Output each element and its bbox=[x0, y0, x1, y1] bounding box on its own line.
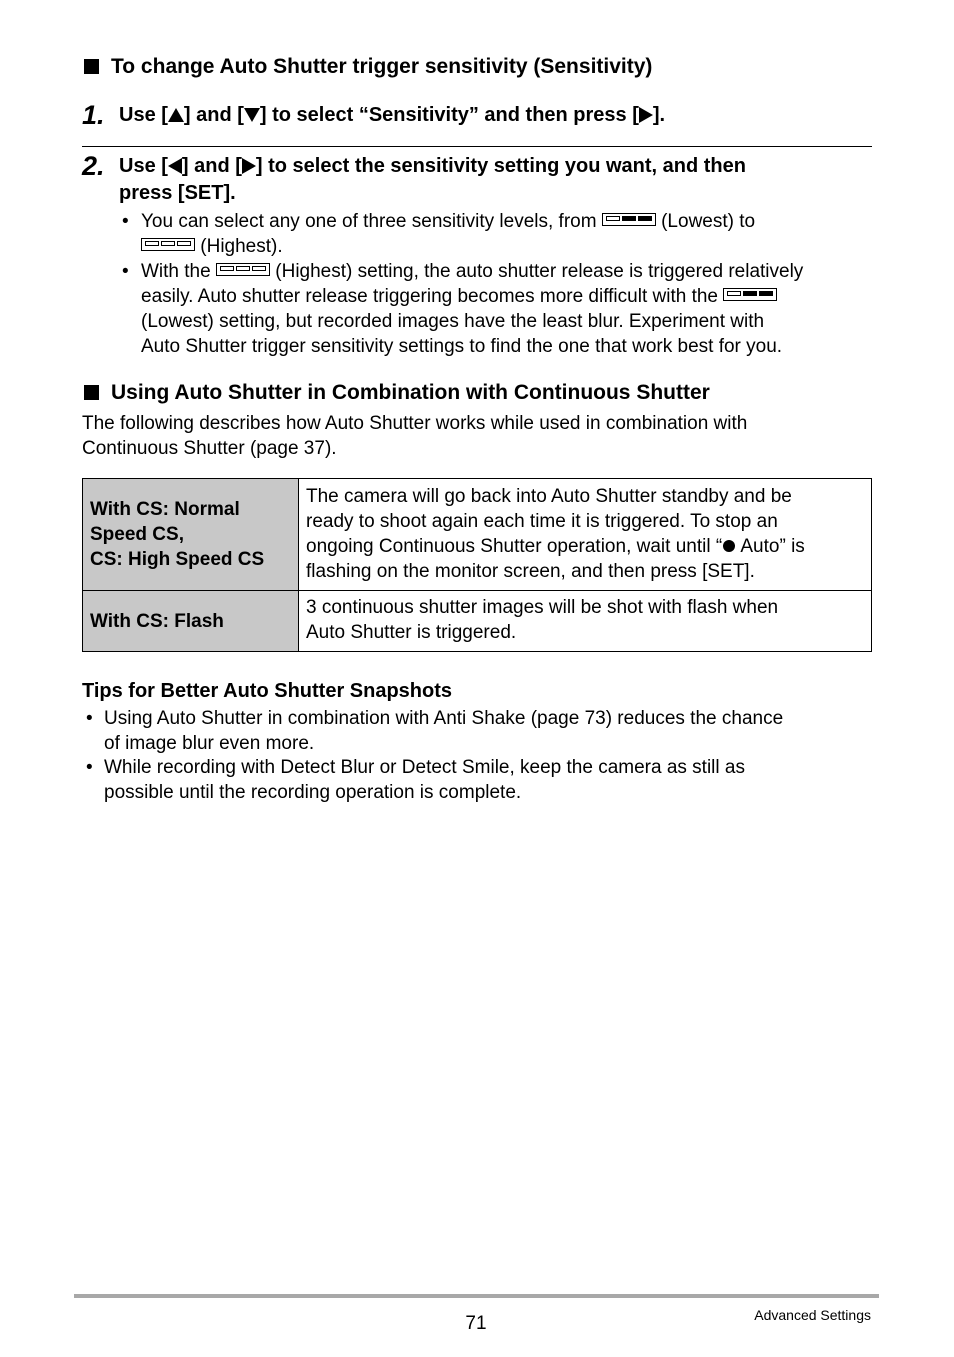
step-1-text bbox=[119, 102, 665, 129]
table-desc-cell bbox=[299, 591, 872, 652]
label-line: Speed CS, bbox=[90, 524, 184, 545]
step-text-part: ] and [ bbox=[183, 104, 244, 126]
table-label-cell: With CS: Flash bbox=[83, 591, 299, 652]
tips-heading: Tips for Better Auto Shutter Snapshots bbox=[82, 680, 453, 702]
black-square-icon bbox=[84, 59, 99, 74]
section-heading-sensitivity bbox=[84, 54, 652, 80]
sensitivity-highest-icon bbox=[216, 263, 270, 276]
bullet-mark: • bbox=[122, 261, 129, 282]
table-row bbox=[83, 479, 872, 591]
table-row bbox=[83, 591, 872, 652]
desc-line: 3 continuous shutter images will be shot with flash when bbox=[306, 597, 779, 618]
desc-text: ongoing Continuous Shutter operation, wait until “ bbox=[306, 535, 723, 557]
tip-2-line2: possible until the recording operation is complete. bbox=[104, 782, 522, 803]
bullet-text: (Highest). bbox=[200, 236, 283, 257]
step-text-part: Use [ bbox=[119, 104, 168, 126]
desc-line: flashing on the monitor screen, and then press [SET]. bbox=[306, 560, 755, 582]
step-number-2: 2. bbox=[82, 151, 105, 181]
label-line: CS: High Speed CS bbox=[90, 549, 265, 570]
bullet-sensitivity-levels bbox=[141, 209, 755, 234]
step-divider bbox=[82, 146, 872, 147]
desc-line: Auto Shutter is triggered. bbox=[306, 622, 517, 643]
tip-2-line1: While recording with Detect Blur or Detect Smile, keep the camera as still as bbox=[104, 757, 745, 778]
step-number-1: 1. bbox=[82, 100, 105, 130]
section-heading-text: Using Auto Shutter in Combination with Continuous Shutter bbox=[111, 381, 710, 404]
sensitivity-highest-icon bbox=[141, 238, 195, 251]
right-triangle-icon bbox=[639, 107, 653, 123]
step-text-part: ] to select the sensitivity setting you want, and then bbox=[255, 155, 746, 177]
tip-1-line2: of image blur even more. bbox=[104, 733, 315, 754]
label-line: With CS: Normal bbox=[90, 499, 240, 520]
sensitivity-lowest-icon bbox=[723, 288, 777, 301]
bullet-sensitivity-levels-line2 bbox=[141, 234, 283, 259]
bullet-highest-setting-line3: (Lowest) setting, but recorded images have the least blur. Experiment with bbox=[141, 311, 765, 332]
bullet-text: easily. Auto shutter release triggering becomes more difficult with the bbox=[141, 286, 718, 307]
cs-table bbox=[82, 478, 872, 652]
desc-line: ready to shoot again each time it is triggered. To stop an bbox=[306, 510, 778, 532]
desc-line: The camera will go back into Auto Shutter standby and be bbox=[306, 485, 792, 507]
bullet-highest-setting-line2 bbox=[141, 284, 777, 309]
section-intro-line2: Continuous Shutter (page 37). bbox=[82, 438, 337, 459]
page-number: 71 bbox=[465, 1313, 487, 1334]
bullet-mark: • bbox=[86, 757, 93, 778]
footer-rule bbox=[74, 1294, 879, 1298]
bullet-highest-setting-line4: Auto Shutter trigger sensitivity settings to find the one that work best for you. bbox=[141, 336, 783, 357]
footer-section-name: Advanced Settings bbox=[754, 1307, 871, 1323]
table-label-cell bbox=[83, 479, 299, 591]
sensitivity-lowest-icon bbox=[602, 213, 656, 226]
bullet-mark: • bbox=[122, 211, 129, 232]
right-triangle-icon bbox=[242, 158, 256, 174]
desc-line bbox=[306, 534, 864, 559]
section-intro-line1: The following describes how Auto Shutter works while used in combination with bbox=[82, 413, 748, 434]
bullet-text: With the bbox=[141, 261, 211, 282]
down-triangle-icon bbox=[244, 108, 260, 122]
black-square-icon bbox=[84, 385, 99, 400]
bullet-mark: • bbox=[86, 708, 93, 729]
table-desc-cell bbox=[299, 479, 872, 591]
step-text-part: ] and [ bbox=[181, 155, 242, 177]
step-text-part: ] to select “Sensitivity” and then press [ bbox=[259, 104, 639, 126]
bullet-text: You can select any one of three sensitivity levels, from bbox=[141, 211, 597, 232]
bullet-text: (Lowest) to bbox=[661, 211, 756, 232]
section-heading-text: To change Auto Shutter trigger sensitivity (Sensitivity) bbox=[111, 55, 653, 78]
bullet-highest-setting bbox=[141, 259, 803, 284]
step-2-text-line2: press [SET]. bbox=[119, 182, 236, 204]
bullet-text: (Highest) setting, the auto shutter release is triggered relatively bbox=[275, 261, 804, 282]
section-heading-continuous bbox=[84, 380, 710, 406]
left-triangle-icon bbox=[168, 158, 182, 174]
desc-text: Auto” is bbox=[736, 535, 805, 557]
step-text-part: Use [ bbox=[119, 155, 168, 177]
tip-1-line1: Using Auto Shutter in combination with Anti Shake (page 73) reduces the chance bbox=[104, 708, 784, 729]
step-text-part: ]. bbox=[652, 104, 666, 126]
up-triangle-icon bbox=[168, 108, 184, 122]
record-dot-icon bbox=[722, 539, 736, 553]
step-2-text bbox=[119, 153, 746, 180]
